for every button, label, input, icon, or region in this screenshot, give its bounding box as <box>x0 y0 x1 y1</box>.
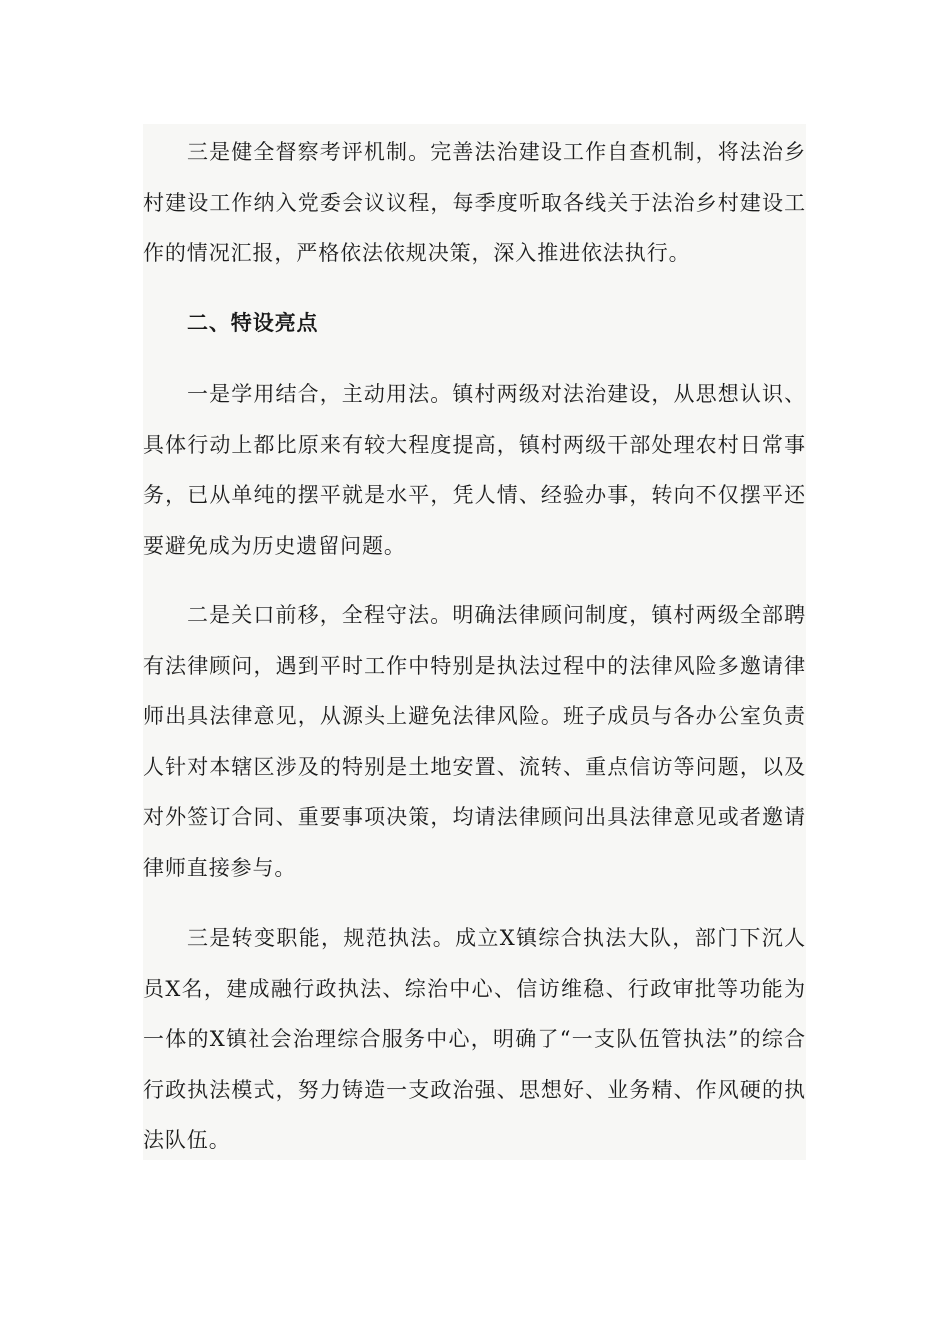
paragraph-supervision-mechanism: 三是健全督察考评机制。完善法治建设工作自查机制，将法治乡村建设工作纳入党委会议议程，每季度听取各线关于法治乡村建设工作的情况汇报，严格依法依规决策，深入推进依法执行。 <box>143 140 806 265</box>
paragraph-learning-application: 一是学用结合，主动用法。镇村两级对法治建设，从思想认识、具体行动上都比原来有较大程度提高，镇村两级干部处理农村日常事务，已从单纯的摆平就是水平，凭人情、经验办事，转向不仅摆平还要避免成为历史遗留问题。 <box>143 382 806 558</box>
document-page <box>143 124 806 1160</box>
section-heading-highlights: 二、特设亮点 <box>187 311 319 335</box>
paragraph-legal-counsel: 二是关口前移，全程守法。明确法律顾问制度，镇村两级全部聘有法律顾问，遇到平时工作中特别是执法过程中的法律风险多邀请律师出具法律意见，从源头上避免法律风险。班子成员与各办公室负责人针对本辖区涉及的特别是土地安置、流转、重点信访等问题，以及对外签订合同、重要事项决策，均请法律顾问出具法律意见或者邀请律师直接参与。 <box>143 603 806 880</box>
paragraph-enforcement-reform: 三是转变职能，规范执法。成立X镇综合执法大队，部门下沉人员X名，建成融行政执法、综治中心、信访维稳、行政审批等功能为一体的X镇社会治理综合服务中心，明确了“一支队伍管执法”的综合行政执法模式，努力铸造一支政治强、思想好、业务精、作风硬的执法队伍。 <box>143 926 806 1152</box>
